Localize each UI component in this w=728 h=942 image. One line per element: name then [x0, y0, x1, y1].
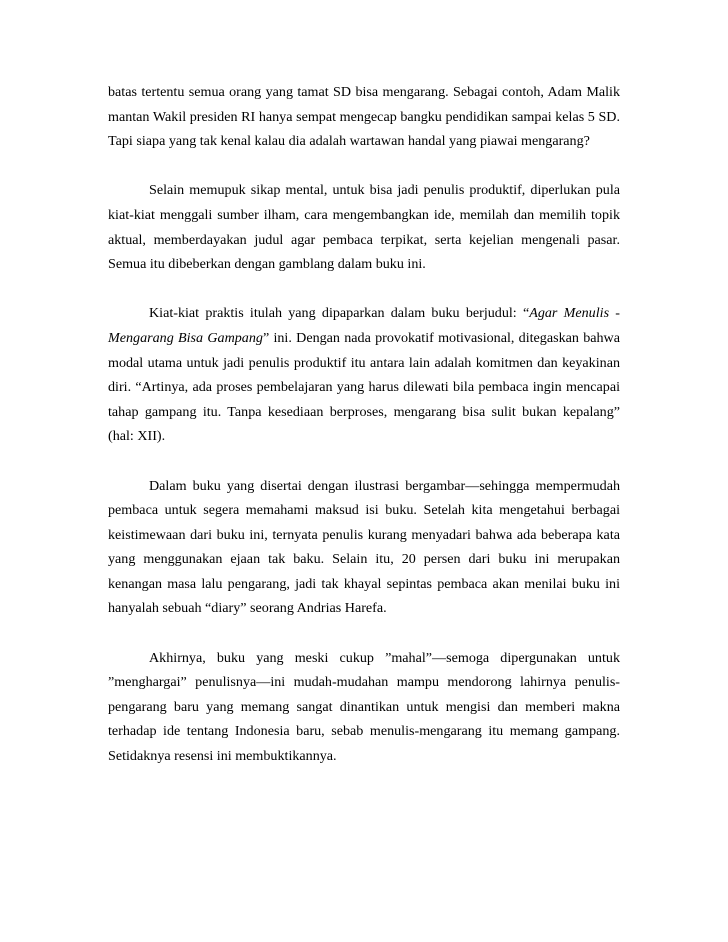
paragraph-text: ” ini. Dengan nada provokatif motivasional, ditegaskan bahwa modal utama untuk jadi penulis produktif itu antara lain adalah komitmen dan keyakinan diri. “Artinya, ada proses pembelajaran yang harus dilewati bila pembaca ingin mencapai tahap gampang itu. Tanpa kesediaan berproses, mengarang bisa sulit bukan kepalang” (hal: XII).	[108, 329, 620, 445]
paragraph-5	[108, 646, 620, 769]
paragraph-3	[108, 301, 620, 449]
paragraph-2	[108, 178, 620, 276]
paragraph-text: Selain memupuk sikap mental, untuk bisa jadi penulis produktif, diperlukan pula kiat-kiat menggali sumber ilham, cara mengembangkan ide, memilah dan memilih topik aktual, memberdayakan judul agar pembaca terpikat, serta kejelian mengenali pasar. Semua itu dibeberkan dengan gamblang dalam buku ini.	[108, 182, 620, 273]
book-title-italic: Agar Menulis - Mengarang Bisa Gampang	[108, 305, 620, 346]
paragraph-text: batas tertentu semua orang yang tamat SD bisa mengarang. Sebagai contoh, Adam Malik mantan Wakil presiden RI hanya sempat mengecap bangku pendidikan sampai kelas 5 SD. Tapi siapa yang tak kenal kalau dia adalah wartawan handal yang piawai mengarang?	[108, 84, 620, 150]
paragraph-4	[108, 474, 620, 622]
paragraph-1	[108, 80, 620, 154]
document-page	[108, 80, 620, 793]
paragraph-text: Akhirnya, buku yang meski cukup ”mahal”—semoga dipergunakan untuk ”menghargai” penulisnya—ini mudah-mudahan mampu mendorong lahirnya penulis-pengarang baru yang memang sangat dinantikan untuk mengisi dan memberi makna terhadap ide tentang Indonesia baru, sebab menulis-mengarang itu memang gampang. Setidaknya resensi ini membuktikannya.	[108, 649, 620, 765]
paragraph-text: Dalam buku yang disertai dengan ilustrasi bergambar—sehingga mempermudah pembaca untuk segera memahami maksud isi buku. Setelah kita mengetahui berbagai keistimewaan dari buku ini, ternyata penulis kurang menyadari bahwa ada beberapa kata yang menggunakan ejaan tak baku. Selain itu, 20 persen dari buku ini merupakan kenangan masa lalu pengarang, jadi tak khayal sepintas pembaca akan menilai buku ini hanyalah sebuah “diary” seorang Andrias Harefa.	[108, 477, 620, 617]
paragraph-text: Kiat-kiat praktis itulah yang dipaparkan dalam buku berjudul: “	[149, 305, 530, 322]
